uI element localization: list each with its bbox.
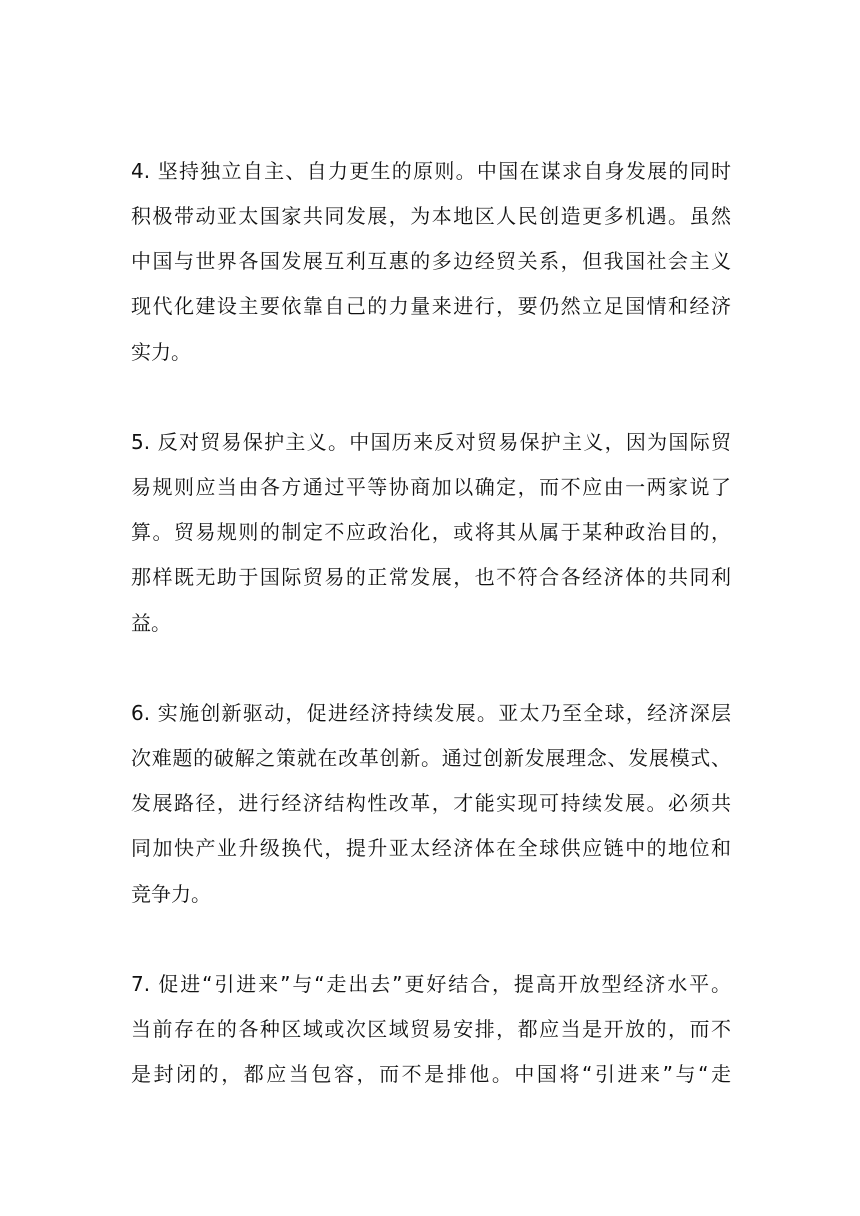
paragraph-line: 易规则应当由各方通过平等协商加以确定，而不应由一两家说了 [131,475,731,499]
paragraph-line: 6. 实施创新驱动，促进经济持续发展。亚太乃至全球，经济深层 [131,701,731,725]
paragraph-line: 实力。 [131,340,191,364]
paragraph-line: 次难题的破解之策就在改革创新。通过创新发展理念、发展模式、 [131,746,731,770]
paragraph-line: 5. 反对贸易保护主义。中国历来反对贸易保护主义，因为国际贸 [131,430,731,454]
paragraph-line: 发展路径，进行经济结构性改革，才能实现可持续发展。必须共 [131,791,731,815]
paragraph-line: 同加快产业升级换代，提升亚太经济体在全球供应链中的地位和 [131,836,731,860]
paragraph-line: 是封闭的，都应当包容，而不是排他。中国将“引进来”与“走 [131,1062,731,1086]
paragraph-line: 4. 坚持独立自主、自力更生的原则。中国在谋求自身发展的同时 [131,159,731,183]
paragraph-line: 7. 促进“引进来”与“走出去”更好结合，提高开放型经济水平。 [131,972,731,996]
paragraph-line: 现代化建设主要依靠自己的力量来进行，要仍然立足国情和经济 [131,294,731,318]
paragraph-line: 积极带动亚太国家共同发展，为本地区人民创造更多机遇。虽然 [131,204,731,228]
paragraph-line: 中国与世界各国发展互利互惠的多边经贸关系，但我国社会主义 [131,249,731,273]
paragraph-line: 当前存在的各种区域或次区域贸易安排，都应当是开放的，而不 [131,1017,731,1041]
paragraph-line: 那样既无助于国际贸易的正常发展，也不符合各经济体的共同利 [131,565,731,589]
paragraph-line: 算。贸易规则的制定不应政治化，或将其从属于某种政治目的， [131,520,731,544]
paragraph-line: 益。 [131,611,171,635]
paragraph-line: 竞争力。 [131,882,211,906]
